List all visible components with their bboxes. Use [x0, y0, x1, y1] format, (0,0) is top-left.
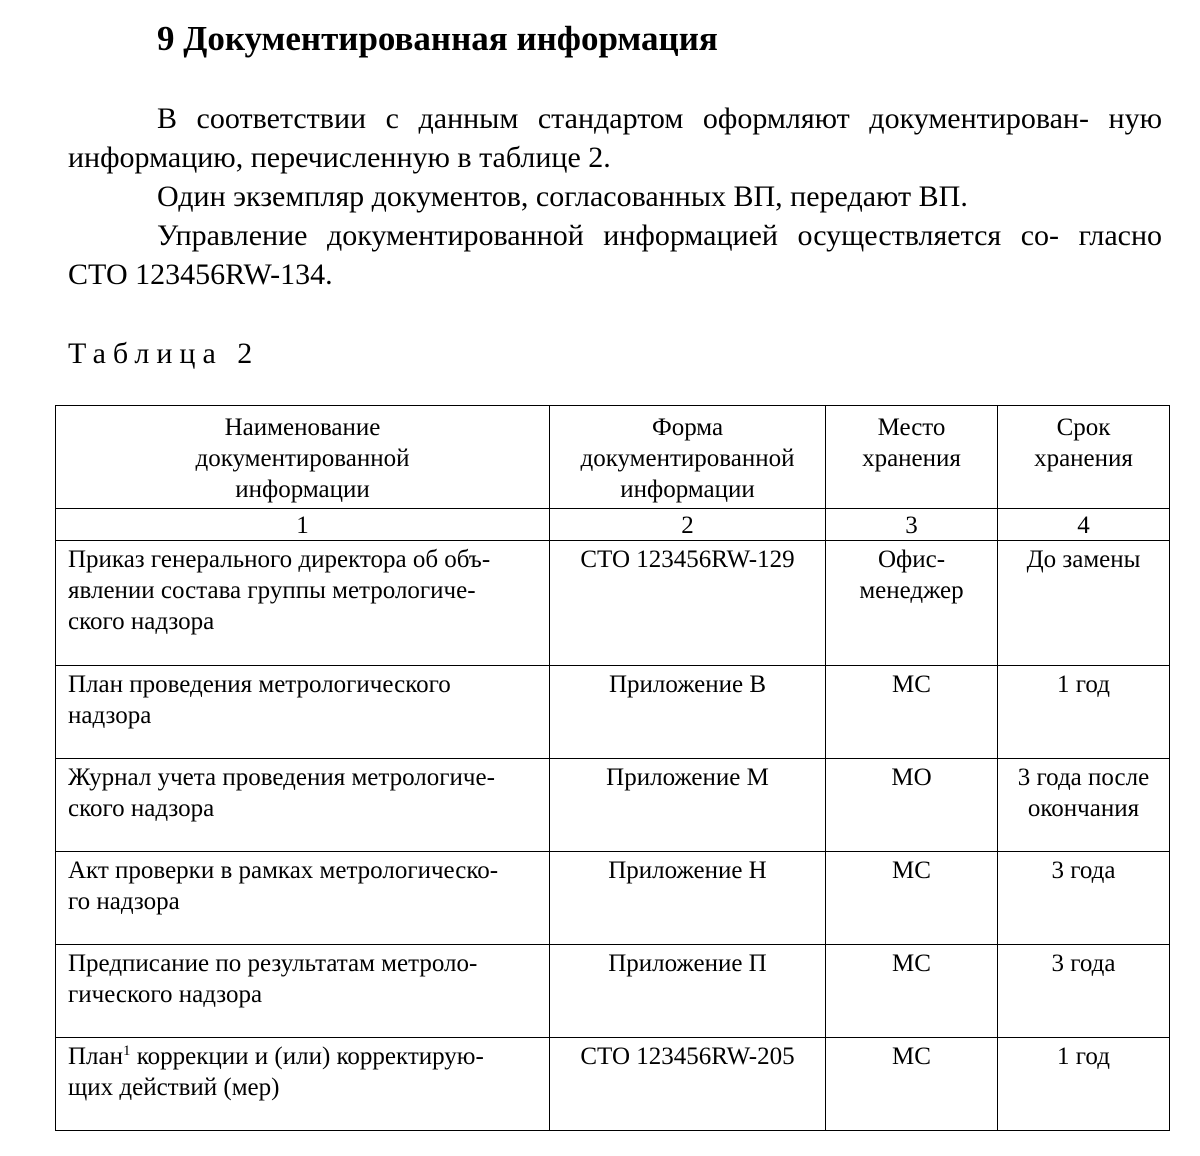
cell-line: Предписание по результатам метроло-	[68, 950, 478, 977]
header-form	[550, 406, 826, 509]
cell-name	[56, 945, 550, 1038]
cell-word: План	[68, 1043, 124, 1070]
header-line: хранения	[862, 445, 961, 472]
column-number: 1	[56, 509, 550, 541]
cell-term	[998, 945, 1170, 1038]
header-line: хранения	[1034, 445, 1133, 472]
cell-line: 3 года после	[1017, 764, 1150, 791]
column-number: 3	[826, 509, 998, 541]
cell-line: МС	[892, 857, 931, 884]
header-line: Форма	[651, 414, 724, 441]
cell-line: План проведения метрологического	[68, 671, 451, 698]
cell-line: менеджер	[859, 577, 964, 604]
cell-name	[56, 1038, 550, 1131]
cell-form: Приложение В	[550, 666, 826, 759]
header-line: документированной	[580, 445, 795, 472]
cell-form: СТО 123456RW-205	[550, 1038, 826, 1131]
text-line: В соответствии с данным стандартом оформляют документирован-	[157, 102, 1089, 135]
documented-info-table	[55, 405, 1170, 1131]
cell-line: Приказ генерального директора об объ-	[68, 546, 491, 573]
cell-place	[826, 666, 998, 759]
cell-text: коррекции и (или) корректирую-	[130, 1043, 484, 1070]
cell-line: ского надзора	[68, 795, 215, 822]
column-number-row	[56, 509, 1170, 541]
cell-place	[826, 945, 998, 1038]
header-line: документированной	[195, 445, 410, 472]
table-row	[56, 852, 1170, 945]
cell-line: окончания	[1027, 795, 1140, 822]
cell-line: Журнал учета проведения метрологиче-	[68, 764, 495, 791]
text-line: Управление документированной информацией осуществляется со-	[157, 219, 1060, 252]
table-header-row	[56, 406, 1170, 509]
section-heading: 9 Документированная информация	[157, 19, 718, 58]
cell-place	[826, 852, 998, 945]
cell-line: щих действий (мер)	[68, 1074, 280, 1101]
paragraph	[68, 216, 1162, 294]
cell-line: надзора	[68, 702, 152, 729]
cell-line: ского надзора	[68, 608, 215, 635]
cell-name	[56, 759, 550, 852]
table-row	[56, 541, 1170, 666]
header-line: информации	[235, 476, 370, 503]
header-place	[826, 406, 998, 509]
cell-term	[998, 1038, 1170, 1131]
table-row	[56, 1038, 1170, 1131]
table-row	[56, 945, 1170, 1038]
cell-term	[998, 541, 1170, 666]
cell-line: МС	[892, 671, 931, 698]
cell-line	[68, 1041, 537, 1072]
table-row	[56, 759, 1170, 852]
paragraph	[68, 99, 1162, 177]
cell-line: До замены	[1026, 546, 1141, 573]
cell-name	[56, 666, 550, 759]
cell-line: 3 года	[1051, 857, 1116, 884]
cell-line: Офис-	[877, 546, 946, 573]
cell-line: 1 год	[1057, 671, 1110, 698]
cell-line: явлении состава группы метрологиче-	[68, 577, 476, 604]
cell-name	[56, 852, 550, 945]
cell-line: го надзора	[68, 888, 180, 915]
column-number: 2	[550, 509, 826, 541]
cell-form: Приложение М	[550, 759, 826, 852]
cell-place	[826, 759, 998, 852]
table-row	[56, 666, 1170, 759]
cell-line: Акт проверки в рамках метрологическо-	[68, 857, 499, 884]
footnote-mark: 1	[123, 1043, 131, 1059]
header-term	[998, 406, 1170, 509]
cell-line: 3 года	[1051, 950, 1116, 977]
text-line: ную информацию, перечисленную в таблице 2.	[68, 102, 1162, 174]
cell-line: МО	[891, 764, 932, 791]
table-caption: Таблица 2	[68, 337, 260, 370]
cell-line: 1 год	[1057, 1043, 1110, 1070]
cell-form: СТО 123456RW-129	[550, 541, 826, 666]
text-line: гласно СТО 123456RW-134.	[68, 219, 1162, 291]
body-text	[68, 99, 1162, 294]
cell-name	[56, 541, 550, 666]
column-number: 4	[998, 509, 1170, 541]
header-name	[56, 406, 550, 509]
cell-term	[998, 666, 1170, 759]
header-line: Наименование	[224, 414, 381, 441]
text-line: Один экземпляр документов, согласованных ВП, передают ВП.	[157, 180, 968, 213]
cell-form: Приложение Н	[550, 852, 826, 945]
cell-place	[826, 541, 998, 666]
header-line: Место	[877, 414, 946, 441]
header-line: Срок	[1056, 414, 1111, 441]
cell-line: гического надзора	[68, 981, 263, 1008]
cell-term	[998, 852, 1170, 945]
cell-form: Приложение П	[550, 945, 826, 1038]
header-line: информации	[620, 476, 755, 503]
cell-term	[998, 759, 1170, 852]
cell-place	[826, 1038, 998, 1131]
cell-line: МС	[892, 950, 931, 977]
paragraph	[68, 177, 1162, 216]
cell-line: МС	[892, 1043, 931, 1070]
